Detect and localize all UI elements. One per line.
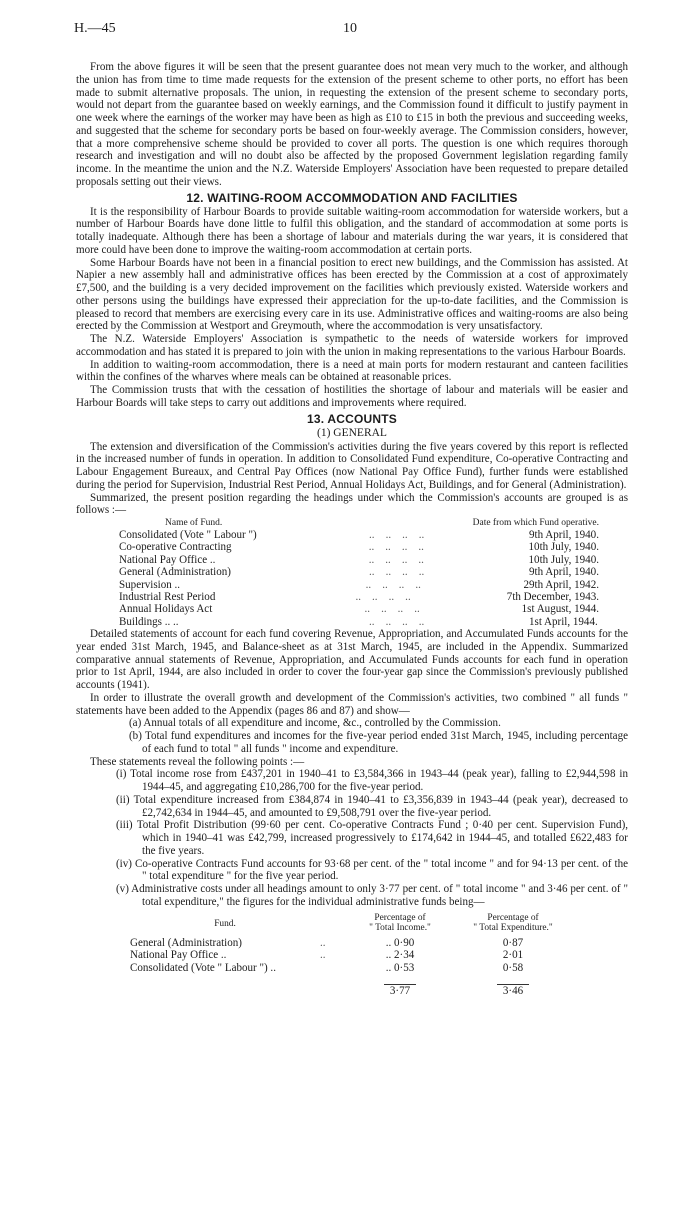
fund-column-header: Fund. [214,918,236,929]
leader-dots: .. .. .. .. [355,590,411,603]
fund-table-row [119,616,599,628]
leader-dots: .. .. .. .. [368,553,424,566]
fund-table-row [119,541,599,553]
fund-table-row [119,566,599,578]
section-12-paragraph: The N.Z. Waterside Employers' Association is sympathetic to the needs of waterside workers for improved accommodation and has stated it is prepared to join with the union in making representations to the various Harbour Boards. [76,333,628,358]
expenditure-percentage: 0·58 [502,961,524,974]
income-total: 3·77 [348,984,452,998]
expenditure-percentage: 2·01 [502,949,524,962]
list-marker: (b) [129,730,142,743]
accounts-paragraph: In order to illustrate the overall growth and development of the Commission's activities, two combined " all funds " statements have been added to the Appendix (pages 86 and 87) and show— [76,691,628,717]
fund-name: General (Administration) [130,936,242,949]
statement-list [76,717,628,755]
fund-name: General (Administration) [119,566,231,579]
accounts-paragraph: Summarized, the present position regarding the headings under which the Commission's accounts are grouped is as follows :— [76,491,628,517]
fund-name: Industrial Rest Period [119,590,216,603]
fund-name: Consolidated (Vote " Labour ") [119,529,257,541]
list-item-text: Total Profit Distribution (99·60 per cent. Co-operative Contracts Fund ; 0·40 per cent. Supervision Fund), which in 1940–41 was £42,799, increased progressively to £174,642 in 1944–45, and totalled £622,483 for the five years. [136,819,629,857]
fund-table-row [119,579,599,591]
list-marker: (iv) [116,857,132,870]
income-column-header: Percentage of " Total Income." [369,912,431,934]
leader-dots: .. .. .. .. [364,603,420,616]
fund-date: 29th April, 1942. [523,578,599,591]
expenditure-percentage: 0·87 [502,936,524,949]
section-12-paragraph: In addition to waiting-room accommodation, there is a need at main ports for modern restaurant and canteen facilities within the confines of the wharves where meals can be obtained at reasonable prices. [76,358,628,384]
accounts-paragraph: Detailed statements of account for each fund covering Revenue, Appropriation, and Accumulated Funds accounts for the year ended 31st March, 1945, and Balance-sheet as at 31st March, 1945, are included in the Appendix. Summarized comparative annual statements of Revenue, Appropriation, and Accumulated Funds accounts for each fund in operation prior to 1st April, 1944, are also included in order to cover the four-year gap since the Commission's previously published accounts (1941). [76,628,628,692]
fund-table-row [119,603,599,615]
leader-dots: .. .. .. .. [368,541,424,554]
fund-name: Co-operative Contracting [119,541,232,554]
leader-dots: .. .. .. .. [369,615,425,628]
list-item-text: Total income rose from £437,201 in 1940–41 to £3,584,366 in 1943–44 (peak year), falling to £2,944,598 in 1944–45, and aggregating £10,286,700 for the five-year period. [130,768,628,794]
expenditure-total: 3·46 [452,984,574,998]
fund-date: 9th April, 1940. [529,566,599,579]
points-list [76,768,628,908]
expenditure-column-header: Percentage of " Total Expenditure." [473,912,553,934]
leader-dots [320,962,348,975]
list-item [76,883,628,909]
leader-dots: .. .. .. .. [369,529,425,541]
list-marker: (i) [116,768,127,781]
section-13-heading: 13. ACCOUNTS [307,411,397,426]
percentage-table-row [130,962,600,975]
list-marker: (v) [116,883,129,896]
section-12-paragraph: It is the responsibility of Harbour Boards to provide suitable waiting-room accommodation for waterside workers, but a number of Harbour Boards have done little to fulfil this obligation, and the standard of accommodation at some ports is totally inadequate. Although there has been a shortage of labour and materials during the war years, it is considered that more could have been done to improve the waiting-room accommodation at certain ports. [76,205,628,256]
fund-date: 1st August, 1944. [521,603,599,616]
leader-dots: .. .. .. .. [365,578,421,591]
income-percentage: .. 0·90 [385,936,415,949]
fund-table-header [119,517,599,529]
leader-dots: .. [320,949,326,962]
fund-table [119,517,599,628]
accounts-paragraph: The extension and diversification of the Commission's activities during the five years covered by this report is reflected in the increased number of funds in operation. In addition to Consolidated Fund expenditure, Co-operative Contracting and Labour Engagement Bureaux, and Central Pay Offices (now National Pay Office Fund), further funds were established during the period for Supervision, Industrial Rest Period, Annual Holidays Act, Buildings, and for General (Administration). [76,440,628,491]
fund-name: Consolidated (Vote " Labour ") .. [130,961,276,974]
list-item-text: Administrative costs under all headings amount to only 3·77 per cent. of " total income " and 3·46 per cent. of " total expenditure," the figures for the individual administrative funds being— [131,883,628,908]
list-item [76,858,628,884]
list-item-text: Annual totals of all expenditure and income, &c., controlled by the Commission. [143,717,501,730]
list-item-text: Co-operative Contracts Fund accounts for 93·68 per cent. of the " total income " and for 94·13 per cent. of the " total expenditure " for the five year period. [135,857,629,883]
fund-name: Buildings .. .. [119,615,179,628]
list-item [76,730,628,756]
section-13-subheading: (1) GENERAL [317,426,387,439]
fund-table-row [119,529,599,541]
list-marker: (iii) [116,819,133,832]
fund-name: Annual Holidays Act [119,603,213,616]
intro-paragraph: From the above figures it will be seen that the present guarantee does not mean very much to the worker, and although the union has from time to time made requests for the extension of the present scheme to other ports, no effort has been made to submit alternative proposals. The union, in requesting the extension of the present scheme to secondary ports, would not depart from the guarantee based on weekly earnings, and the Commission found it difficult to justify payment in one week where the earnings of the worker may have been as high as £10 to £15 in both the previous and succeeding weeks, and suggested that the scheme for secondary ports be based on four-weekly average. The Commission considers, however, that a more comprehensive scheme should be provided to cover all ports. The question is one which requires thorough research and investigation and will no doubt also be affected by the proposed Government legislation regarding family income. In the meantime the union and the N.Z. Waterside Employers' Association have been requested to prepare detailed proposals setting out their views. [76,61,628,188]
fund-name: National Pay Office .. [119,553,216,566]
section-12-heading: 12. WAITING-ROOM ACCOMMODATION AND FACILITIES [186,190,518,205]
list-item [76,819,628,857]
fund-date-column-header: Date from which Fund operative. [472,518,599,528]
fund-date: 1st April, 1944. [529,615,598,628]
list-marker: (ii) [116,793,130,806]
list-item [76,768,628,794]
accounts-paragraph: These statements reveal the following points :— [90,755,305,768]
percentage-table-total-row [130,984,600,998]
fund-name-column-header: Name of Fund. [165,518,223,528]
list-item [76,794,628,820]
income-percentage: .. 0·53 [385,961,415,974]
document-reference: H.—45 [74,21,116,36]
percentage-table-row [130,937,600,950]
fund-date: 10th July, 1940. [528,553,599,566]
leader-dots: .. .. .. .. [369,566,425,579]
fund-name: Supervision .. [119,578,181,591]
percentage-table-header [130,913,600,937]
fund-name: National Pay Office .. [130,949,227,962]
list-item-text: Total fund expenditures and incomes for the five-year period ended 31st March, 1945, including percentage of each fund to total " all funds " income and expenditure. [142,730,628,755]
fund-date: 9th April, 1940. [529,529,599,541]
fund-table-row [119,554,599,566]
income-percentage: .. 2·34 [385,949,415,962]
section-12-paragraph: The Commission trusts that with the cessation of hostilities the shortage of labour and materials will be easier and Harbour Boards will take steps to carry out additions and improvements where required. [76,384,628,409]
fund-date: 7th December, 1943. [506,590,599,603]
list-item-text: Total expenditure increased from £384,874 in 1940–41 to £3,356,839 in 1943–44 (peak year), decreased to £2,742,634 in 1944–45, and amounted to £9,508,791 over the five-year period. [133,793,629,819]
percentage-table [130,913,600,999]
section-12-paragraph: Some Harbour Boards have not been in a financial position to erect new buildings, and the Commission has assisted. At Napier a new assembly hall and administrative offices has been erected by the Commission at a cost of approximately £7,500, and the building is a very decided improvement on the facilities which previously existed. Waterside workers and other persons using the buildings have expressed their appreciation for the up-to-date facilities, and the Commission is pleased to record that members are exercising every care in its use. Administrative offices and waiting-rooms are also being erected by the Commission at Westport and Greymouth, where the accommodation is very unsatisfactory. [76,256,628,333]
fund-table-row [119,591,599,603]
leader-dots: .. [320,936,326,949]
list-item [76,717,628,730]
fund-date: 10th July, 1940. [528,541,599,554]
percentage-table-row [130,949,600,962]
list-marker: (a) [129,717,142,730]
page-body [76,61,628,998]
page-number: 10 [343,21,357,36]
